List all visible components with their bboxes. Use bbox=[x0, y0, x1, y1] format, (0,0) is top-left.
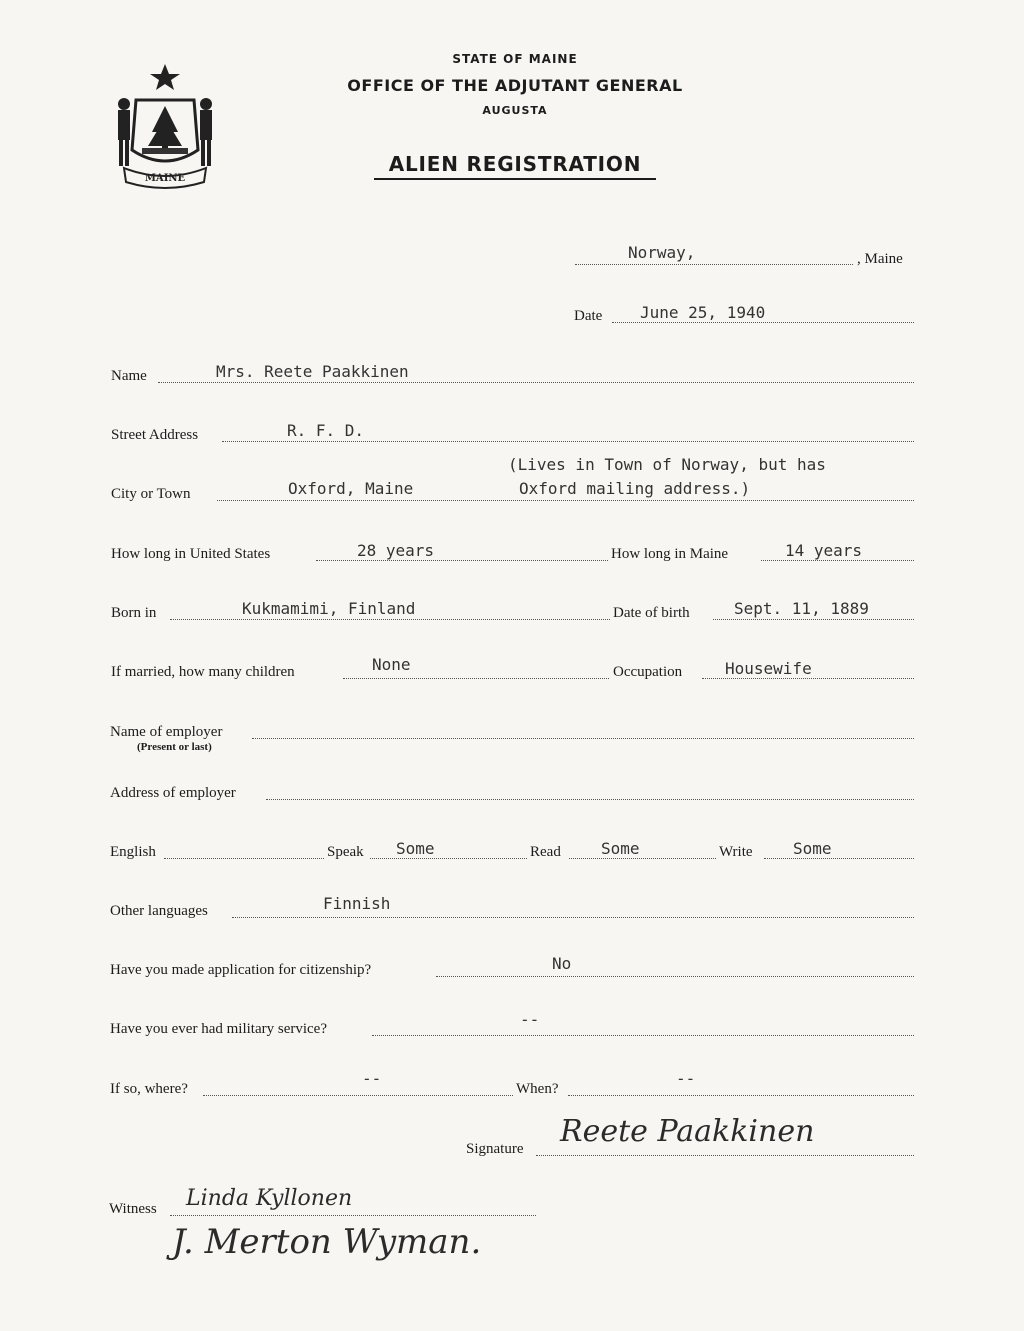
born-in-label: Born in bbox=[111, 605, 157, 621]
witness-label: Witness bbox=[109, 1201, 157, 1217]
speak-field-line bbox=[370, 858, 527, 859]
how-long-us-value: 28 years bbox=[357, 541, 435, 560]
city-or-town-label: City or Town bbox=[111, 486, 191, 502]
signature-field-line bbox=[536, 1155, 914, 1156]
read-field-line bbox=[569, 858, 716, 859]
write-label: Write bbox=[719, 844, 753, 860]
military-where-label: If so, where? bbox=[110, 1081, 188, 1097]
children-field-line bbox=[343, 678, 609, 679]
place-value: Norway, bbox=[628, 243, 696, 262]
place-suffix: , Maine bbox=[857, 251, 903, 267]
military-service-label: Have you ever had military service? bbox=[110, 1021, 327, 1037]
witness-handwritten: Linda Kyllonen bbox=[186, 1186, 353, 1211]
place-field-line bbox=[575, 264, 853, 265]
read-value: Some bbox=[601, 839, 640, 858]
english-label: English bbox=[110, 844, 156, 860]
military-where-field-line bbox=[203, 1095, 513, 1096]
name-field-line bbox=[158, 382, 914, 383]
form-title: ALIEN REGISTRATION bbox=[388, 152, 642, 176]
occupation-label: Occupation bbox=[613, 664, 683, 680]
how-long-us-field-line bbox=[316, 560, 608, 561]
city-or-town-value: Oxford, Maine bbox=[288, 479, 414, 498]
english-field-line bbox=[164, 858, 324, 859]
employer-name-field-line bbox=[252, 738, 914, 739]
other-languages-field-line bbox=[232, 917, 914, 918]
write-field-line bbox=[764, 858, 914, 859]
military-when-value: -- bbox=[676, 1069, 696, 1088]
date-of-birth-field-line bbox=[713, 619, 914, 620]
second-witness-handwritten: J. Merton Wyman. bbox=[172, 1222, 482, 1262]
office-heading: OFFICE OF THE ADJUTANT GENERAL bbox=[347, 76, 683, 95]
how-long-us-label: How long in United States bbox=[111, 546, 271, 562]
name-value: Mrs. Reete Paakkinen bbox=[216, 362, 409, 381]
military-service-value: -- bbox=[520, 1010, 540, 1029]
street-address-value: R. F. D. bbox=[287, 421, 365, 440]
witness-field-line bbox=[170, 1215, 536, 1216]
military-service-field-line bbox=[372, 1035, 914, 1036]
born-in-value: Kukmamimi, Finland bbox=[242, 599, 416, 618]
employer-name-label: Name of employer bbox=[110, 724, 223, 740]
occupation-value: Housewife bbox=[725, 659, 812, 678]
write-value: Some bbox=[793, 839, 832, 858]
citizenship-field-line bbox=[436, 976, 914, 977]
name-label: Name bbox=[111, 368, 147, 384]
date-value: June 25, 1940 bbox=[640, 303, 766, 322]
street-address-field-line bbox=[222, 441, 914, 442]
signature-handwritten: Reete Paakkinen bbox=[560, 1114, 815, 1149]
citizenship-value: No bbox=[552, 954, 572, 973]
signature-label: Signature bbox=[466, 1141, 524, 1157]
city-or-town-field-line bbox=[217, 500, 914, 501]
date-of-birth-value: Sept. 11, 1889 bbox=[734, 599, 869, 618]
military-when-label: When? bbox=[516, 1081, 559, 1097]
other-languages-value: Finnish bbox=[323, 894, 391, 913]
date-field-line bbox=[612, 322, 914, 323]
citizenship-label: Have you made application for citizenship? bbox=[110, 962, 372, 978]
date-of-birth-label: Date of birth bbox=[613, 605, 690, 621]
title-underline bbox=[374, 178, 656, 180]
state-heading: STATE OF MAINE bbox=[452, 52, 578, 66]
speak-label: Speak bbox=[327, 844, 364, 860]
children-label: If married, how many children bbox=[111, 664, 295, 680]
other-languages-label: Other languages bbox=[110, 903, 208, 919]
employer-name-sublabel: (Present or last) bbox=[137, 741, 212, 753]
military-where-value: -- bbox=[362, 1069, 382, 1088]
how-long-maine-value: 14 years bbox=[785, 541, 863, 560]
employer-address-field-line bbox=[266, 799, 914, 800]
maine-state-seal bbox=[106, 60, 224, 192]
speak-value: Some bbox=[396, 839, 435, 858]
read-label: Read bbox=[530, 844, 561, 860]
how-long-maine-label: How long in Maine bbox=[611, 546, 729, 562]
born-in-field-line bbox=[170, 619, 610, 620]
seal-text: MAINE bbox=[144, 173, 186, 184]
city-note-line1: (Lives in Town of Norway, but has bbox=[508, 455, 826, 474]
children-value: None bbox=[372, 655, 411, 674]
how-long-maine-field-line bbox=[761, 560, 914, 561]
city-heading: AUGUSTA bbox=[482, 104, 548, 117]
military-when-field-line bbox=[568, 1095, 914, 1096]
date-label: Date bbox=[574, 308, 603, 324]
employer-address-label: Address of employer bbox=[110, 785, 236, 801]
street-address-label: Street Address bbox=[111, 427, 199, 443]
occupation-field-line bbox=[702, 678, 914, 679]
city-note-line2: Oxford mailing address.) bbox=[519, 479, 751, 498]
